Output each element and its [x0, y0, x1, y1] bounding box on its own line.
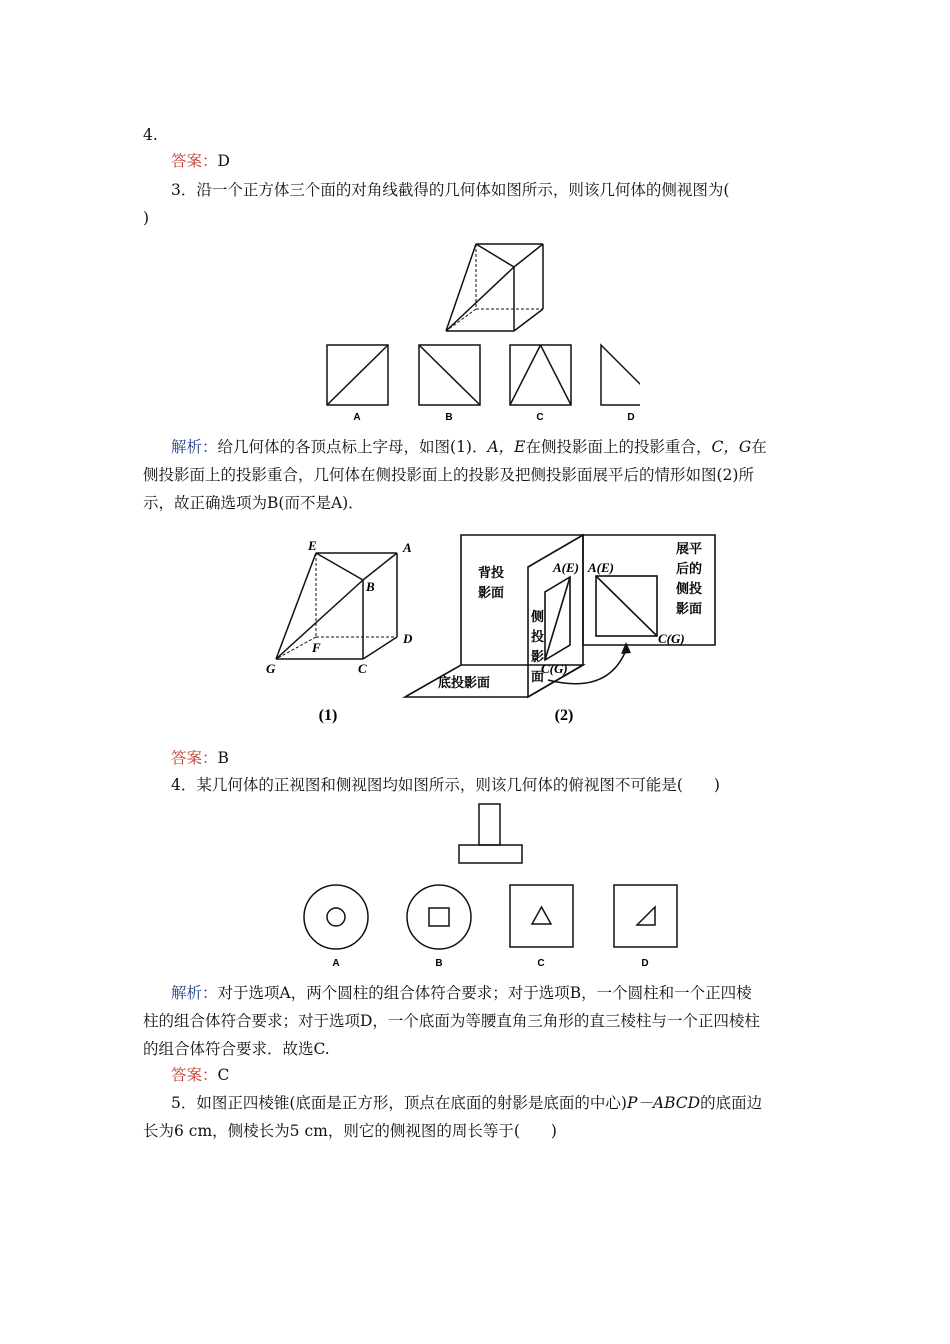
option-b-outer — [407, 885, 471, 949]
question-5-line-1: 5．如图正四棱锥(底面是正方形，顶点在底面的射影是底面的中心)P－ABCD的底面边 — [171, 1094, 763, 1112]
figure-q3-options — [320, 340, 640, 430]
side-plane-label-4: 面 — [531, 670, 545, 685]
flat-plane-label-4: 影面 — [676, 602, 703, 617]
question-5-line-2: 长为6 cm，侧棱长为5 cm，则它的侧视图的周长等于( ) — [143, 1122, 557, 1140]
option-d-label: D — [627, 412, 635, 423]
figure-solution-2 — [398, 530, 728, 730]
projection-ae-flat: A(E) — [588, 560, 614, 575]
caption-1: (1) — [318, 707, 338, 724]
vertex-b: B — [366, 579, 375, 594]
answer-line-3: 答案：B — [171, 749, 229, 767]
flat-plane-label-2: 后的 — [676, 562, 703, 577]
bottom-plane-label: 底投影面 — [438, 676, 491, 691]
solution-3-line-2: 侧投影面上的投影重合，几何体在侧投影面上的投影及把侧投影面展平后的情形如图(2)所 — [143, 466, 754, 484]
option-c-label: C — [536, 412, 544, 423]
option-d-triangle — [601, 345, 640, 405]
flat-plane-label-1: 展平 — [676, 542, 703, 557]
answer-line-4: 答案：C — [171, 1066, 230, 1084]
figure-q3-solid — [440, 238, 550, 334]
option-a-outer — [304, 885, 368, 949]
option-a-inner — [327, 908, 345, 926]
answer-line-1 — [171, 151, 230, 171]
option-c-square — [510, 345, 571, 405]
figure-q4-view — [455, 800, 527, 868]
side-plane-label-1: 侧 — [531, 610, 545, 625]
question-4: 4．某几何体的正视图和侧视图均如图所示，则该几何体的俯视图不可能是( ) — [171, 776, 720, 794]
back-plane-label-1: 背投 — [478, 566, 505, 581]
option-a-label: A — [353, 412, 361, 423]
side-plane-label-3: 影 — [531, 650, 545, 665]
solution-4-line-3: 的组合体符合要求．故选C. — [143, 1040, 330, 1058]
question-3-line-1: 3．沿一个正方体三个面的对角线截得的几何体如图所示，则该几何体的侧视图为( — [171, 181, 730, 199]
side-plane-label-2: 投 — [531, 630, 545, 645]
question-3-line-2: ) — [143, 209, 150, 227]
solution-3-line-1: 解析：给几何体的各顶点标上字母，如图(1)．A，E在侧投影面上的投影重合，C，G在 — [171, 438, 767, 456]
option-b-label: B — [445, 412, 453, 423]
option-b-inner — [429, 908, 449, 926]
vertex-d: D — [403, 631, 413, 646]
back-plane-label-2: 影面 — [478, 586, 505, 601]
vertex-c: C — [358, 661, 367, 676]
projection-ae-side: A(E) — [553, 560, 579, 575]
figure-q4-options — [298, 880, 688, 970]
option-c-outer — [510, 885, 573, 947]
vertex-a: A — [403, 540, 412, 555]
q4-option-b-label: B — [435, 958, 443, 969]
solution-label: 解析： — [171, 438, 218, 456]
option-c-inner — [532, 907, 551, 924]
solution-3-line-3: 示，故正确选项为B(而不是A)． — [143, 494, 364, 512]
caption-2: (2) — [554, 707, 574, 724]
solution-4-line-2: 柱的组合体符合要求；对于选项D，一个底面为等腰直角三角形的直三棱柱与一个正四棱柱 — [143, 1012, 760, 1030]
q4-option-a-label: A — [332, 958, 340, 969]
option-d-inner — [637, 907, 655, 925]
projection-cg-side: C(G) — [541, 661, 568, 676]
q4-option-c-label: C — [537, 958, 545, 969]
solution-4-line-1: 解析：对于选项A，两个圆柱的组合体符合要求；对于选项B，一个圆柱和一个正四棱 — [171, 984, 752, 1002]
projection-cg-flat: C(G) — [658, 631, 685, 646]
q4-option-d-label: D — [641, 958, 649, 969]
answer-value: D — [217, 152, 230, 170]
vertex-g: G — [266, 661, 276, 676]
answer-label: 答案： — [171, 152, 218, 170]
flat-plane-label-3: 侧投 — [676, 582, 703, 597]
vertex-e: E — [308, 538, 317, 553]
vertex-f: F — [312, 640, 321, 655]
line-4: 4. — [143, 126, 158, 144]
